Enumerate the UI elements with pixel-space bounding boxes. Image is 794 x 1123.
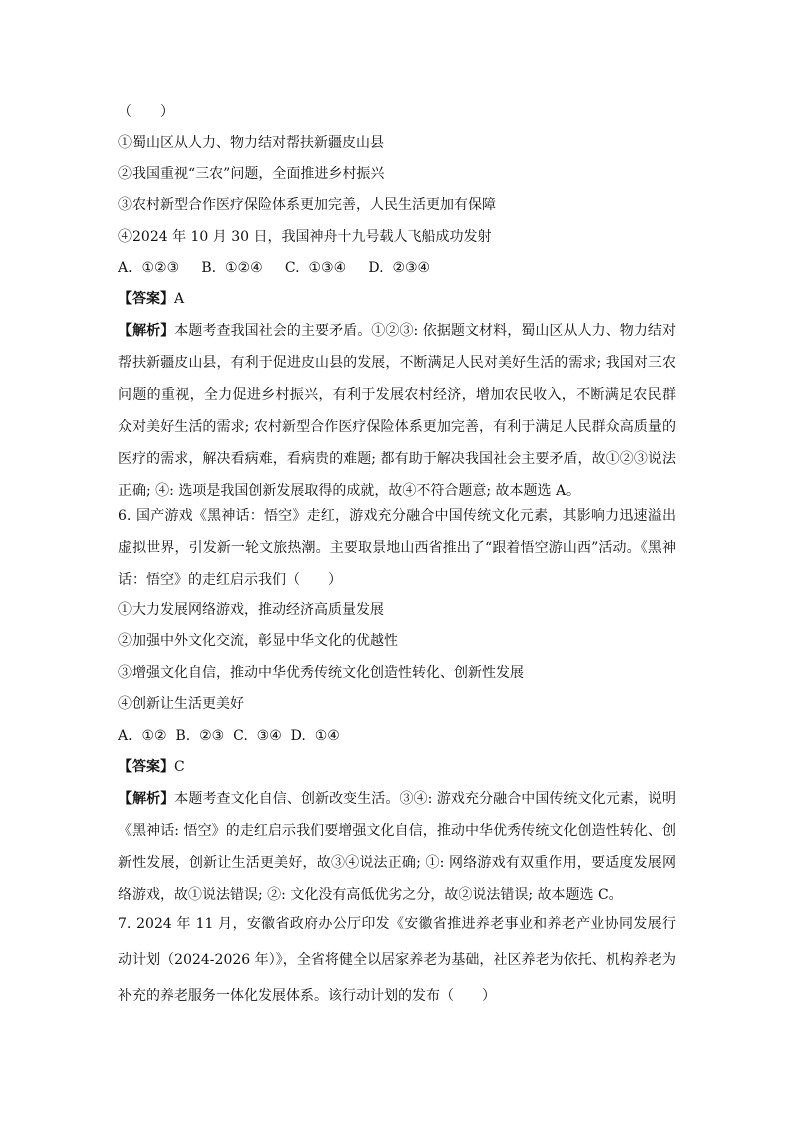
- q5-analysis-label: 【解析】: [118, 323, 175, 339]
- q6-answer: [118, 757, 678, 777]
- q7-stem: 7. 2024 年 11 月，安徽省政府办公厅印发《安徽省推进养老事业和养老产业协同发展行动计划（2024-2026 年）》，全省将健全以居家养老为基础，社区养老为依托、机构养老为补充的养老服务一体化发展体系。该行动计划的发布（ ）: [118, 916, 676, 1004]
- q6-analysis-label: 【解析】: [118, 791, 175, 807]
- q6-option-1: ①大力发展网络游戏，推动经济高质量发展: [118, 602, 384, 618]
- q5-option-2: ②我国重视“三农”问题，全面推进乡村振兴: [118, 166, 385, 182]
- q6-stem: 6. 国产游戏《黑神话：悟空》走红，游戏充分融合中国传统文化元素，其影响力迅速溢出虚拟世界，引发新一轮文旅热潮。主要取景地山西省推出了“跟着悟空游山西”活动。《黑神话：悟空》的走红启示我们（ ）: [118, 508, 676, 588]
- q5-analysis: [118, 315, 676, 507]
- q6-analysis-text: 本题考查文化自信、创新改变生活。③④: 游戏充分融合中国传统文化元素，说明《黑神话: 悟空》的走红启示我们要增强文化自信，推动中华优秀传统文化创造性转化、创新性发展，创新让生活更美好，故③④说法正确; ①: 网络游戏有双重作用，要适度发展网络游戏，故①说法错误; ②: 文化没有高低优劣之分，故②说法错误; 故本题选 C。: [118, 791, 676, 903]
- q6-option-2: ②加强中外文化交流，彰显中华文化的优越性: [118, 633, 398, 649]
- q5-option-3: ③农村新型合作医疗保险体系更加完善，人民生活更加有保障: [118, 197, 496, 213]
- q6-answer-label: 【答案】: [118, 759, 174, 775]
- q5-option-4: ④2024 年 10 月 30 日，我国神舟十九号载人飞船成功发射: [118, 229, 492, 245]
- q5-choices: A. ①②③ B. ①②④ C. ①③④ D. ②③④: [118, 260, 431, 276]
- q6-choices: A. ①② B. ②③ C. ③④ D. ①④: [118, 728, 340, 744]
- q5-analysis-text: 本题考查我国社会的主要矛盾。①②③: 依据题文材料，蜀山区从人力、物力结对帮扶新疆皮山县，有利于促进皮山县的发展，不断满足人民对美好生活的需求; 我国对三农问题的重视，全力促进乡村振兴，有利于发展农村经济，增加农民收入，不断满足农民群众对美好生活的需求; 农村新型合作医疗保险体系更加完善，有利于满足人民群众高质量的医疗的需求，解决看病难，看病贵的难题; 都有助于解决我国社会主要矛盾，故①②③说法正确; ④: 选项是我国创新发展取得的成就，故④不符合题意; 故本题选 A。: [118, 323, 676, 499]
- q5-option-1: ①蜀山区从人力、物力结对帮扶新疆皮山县: [118, 135, 384, 151]
- q5-answer: [118, 289, 678, 309]
- q5-stem-tail: （ ）: [118, 104, 174, 120]
- q6-option-3: ③增强文化自信，推动中华优秀传统文化创造性转化、创新性发展: [118, 665, 524, 681]
- q5-answer-label: 【答案】: [118, 291, 174, 307]
- q6-option-4: ④创新让生活更美好: [118, 696, 244, 712]
- q6-answer-value: C: [174, 759, 185, 775]
- q5-answer-value: A: [174, 291, 185, 307]
- q6-analysis: [118, 783, 676, 911]
